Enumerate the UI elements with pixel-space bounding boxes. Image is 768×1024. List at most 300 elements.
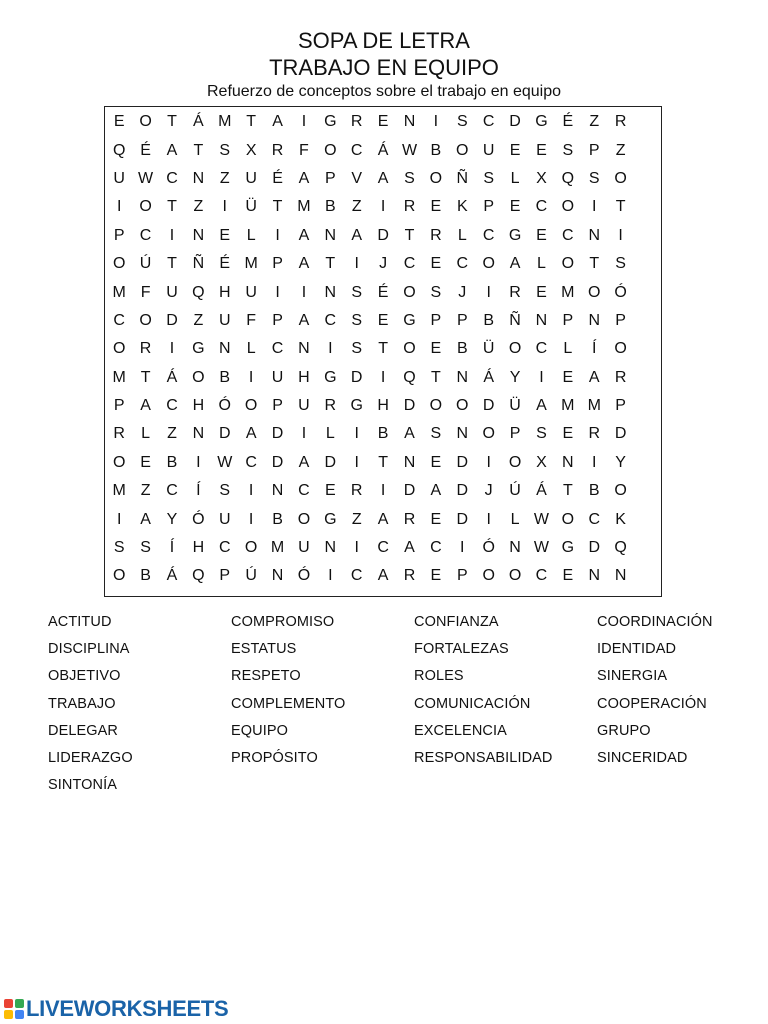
grid-letter-cell[interactable]: D bbox=[509, 113, 521, 131]
grid-letter-cell[interactable]: Á bbox=[483, 368, 494, 386]
grid-letter-cell[interactable]: M bbox=[270, 539, 285, 557]
grid-letter-cell[interactable]: N bbox=[298, 340, 310, 358]
grid-letter-cell[interactable]: I bbox=[275, 283, 280, 301]
grid-letter-cell[interactable]: A bbox=[588, 368, 600, 386]
grid-letter-cell[interactable]: U bbox=[166, 283, 178, 301]
grid-letter-cell[interactable]: Z bbox=[193, 311, 204, 329]
grid-letter-cell[interactable]: G bbox=[350, 397, 363, 415]
grid-letter-cell[interactable]: L bbox=[246, 226, 256, 244]
grid-letter-cell[interactable]: T bbox=[140, 368, 151, 386]
grid-letter-cell[interactable]: N bbox=[271, 482, 284, 500]
grid-letter-cell[interactable]: X bbox=[536, 169, 547, 187]
grid-letter-cell[interactable]: T bbox=[325, 255, 336, 273]
grid-letter-cell[interactable]: N bbox=[588, 226, 600, 244]
grid-letter-cell[interactable]: O bbox=[561, 255, 575, 273]
grid-letter-cell[interactable]: Í bbox=[196, 482, 201, 500]
grid-letter-cell[interactable]: E bbox=[430, 198, 442, 216]
grid-letter-cell[interactable]: C bbox=[535, 198, 548, 216]
grid-letter-cell[interactable]: E bbox=[509, 198, 521, 216]
grid-letter-cell[interactable]: Ü bbox=[482, 340, 495, 358]
grid-letter-cell[interactable]: N bbox=[588, 311, 600, 329]
grid-letter-cell[interactable]: A bbox=[377, 169, 389, 187]
grid-letter-cell[interactable]: Q bbox=[614, 539, 627, 557]
grid-letter-cell[interactable]: O bbox=[297, 510, 311, 528]
grid-letter-cell[interactable]: E bbox=[536, 226, 547, 244]
grid-letter-cell[interactable]: C bbox=[298, 482, 310, 500]
grid-letter-cell[interactable]: B bbox=[219, 368, 231, 386]
grid-letter-cell[interactable]: G bbox=[324, 368, 337, 386]
grid-letter-cell[interactable]: P bbox=[324, 169, 336, 187]
grid-letter-cell[interactable]: T bbox=[615, 198, 626, 216]
grid-letter-cell[interactable]: J bbox=[458, 283, 467, 301]
grid-letter-cell[interactable]: T bbox=[404, 226, 415, 244]
grid-letter-cell[interactable]: S bbox=[351, 340, 363, 358]
grid-letter-cell[interactable]: G bbox=[403, 311, 416, 329]
grid-letter-cell[interactable]: I bbox=[354, 539, 359, 557]
grid-letter-cell[interactable]: Á bbox=[166, 567, 178, 585]
grid-letter-cell[interactable]: C bbox=[218, 539, 231, 557]
grid-letter-cell[interactable]: K bbox=[456, 198, 468, 216]
grid-letter-cell[interactable]: F bbox=[246, 311, 257, 329]
grid-letter-cell[interactable]: D bbox=[456, 453, 469, 471]
grid-letter-cell[interactable]: N bbox=[403, 113, 416, 131]
grid-letter-cell[interactable]: D bbox=[377, 226, 389, 244]
grid-letter-cell[interactable]: D bbox=[350, 368, 363, 386]
grid-letter-cell[interactable]: O bbox=[403, 340, 416, 358]
grid-letter-cell[interactable]: B bbox=[272, 510, 283, 528]
grid-letter-cell[interactable]: D bbox=[218, 425, 231, 443]
grid-letter-cell[interactable]: I bbox=[248, 510, 254, 528]
grid-letter-cell[interactable]: C bbox=[139, 226, 152, 244]
grid-letter-cell[interactable]: I bbox=[486, 283, 491, 301]
grid-letter-cell[interactable]: P bbox=[456, 567, 468, 585]
grid-letter-cell[interactable]: E bbox=[536, 283, 547, 301]
grid-letter-cell[interactable]: P bbox=[456, 311, 468, 329]
grid-letter-cell[interactable]: O bbox=[429, 397, 443, 415]
grid-letter-cell[interactable]: D bbox=[271, 453, 284, 471]
grid-letter-cell[interactable]: O bbox=[429, 169, 443, 187]
grid-letter-cell[interactable]: E bbox=[430, 567, 442, 585]
grid-letter-cell[interactable]: O bbox=[112, 340, 126, 358]
grid-letter-cell[interactable]: C bbox=[588, 510, 600, 528]
grid-letter-cell[interactable]: Q bbox=[403, 368, 416, 386]
grid-letter-cell[interactable]: L bbox=[536, 255, 546, 273]
grid-letter-cell[interactable]: G bbox=[508, 226, 522, 244]
grid-letter-cell[interactable]: C bbox=[271, 340, 284, 358]
grid-letter-cell[interactable]: I bbox=[486, 453, 491, 471]
grid-letter-cell[interactable]: B bbox=[377, 425, 389, 443]
grid-letter-cell[interactable]: E bbox=[377, 113, 389, 131]
grid-letter-cell[interactable]: C bbox=[350, 141, 363, 159]
grid-letter-cell[interactable]: A bbox=[298, 226, 310, 244]
grid-letter-cell[interactable]: O bbox=[324, 141, 337, 159]
grid-letter-cell[interactable]: T bbox=[193, 141, 204, 159]
grid-letter-cell[interactable]: S bbox=[404, 169, 415, 187]
grid-letter-cell[interactable]: A bbox=[245, 425, 257, 443]
grid-letter-cell[interactable]: O bbox=[508, 340, 522, 358]
grid-letter-cell[interactable]: P bbox=[272, 311, 283, 329]
grid-letter-cell[interactable]: D bbox=[482, 397, 495, 415]
grid-letter-cell[interactable]: G bbox=[561, 539, 575, 557]
grid-letter-cell[interactable]: É bbox=[140, 141, 151, 159]
grid-letter-cell[interactable]: W bbox=[533, 510, 549, 528]
grid-letter-cell[interactable]: D bbox=[588, 539, 600, 557]
grid-letter-cell[interactable]: N bbox=[324, 226, 337, 244]
grid-letter-cell[interactable]: Ñ bbox=[509, 311, 521, 329]
grid-letter-cell[interactable]: E bbox=[536, 141, 547, 159]
grid-letter-cell[interactable]: R bbox=[350, 482, 363, 500]
grid-letter-cell[interactable]: A bbox=[377, 510, 389, 528]
grid-letter-cell[interactable]: M bbox=[561, 283, 575, 301]
grid-letter-cell[interactable]: P bbox=[430, 311, 442, 329]
grid-letter-cell[interactable]: O bbox=[482, 425, 495, 443]
grid-letter-cell[interactable]: I bbox=[380, 368, 386, 386]
grid-letter-cell[interactable]: B bbox=[430, 141, 442, 159]
grid-letter-cell[interactable]: A bbox=[404, 539, 415, 557]
grid-letter-cell[interactable]: E bbox=[430, 340, 442, 358]
grid-letter-cell[interactable]: I bbox=[433, 113, 439, 131]
grid-letter-cell[interactable]: C bbox=[324, 311, 337, 329]
grid-letter-cell[interactable]: S bbox=[456, 113, 468, 131]
grid-letter-cell[interactable]: R bbox=[324, 397, 337, 415]
grid-letter-cell[interactable]: I bbox=[380, 482, 386, 500]
grid-letter-cell[interactable]: Ó bbox=[614, 283, 627, 301]
grid-letter-cell[interactable]: Z bbox=[193, 198, 204, 216]
grid-letter-cell[interactable]: U bbox=[271, 368, 284, 386]
grid-letter-cell[interactable]: C bbox=[430, 539, 442, 557]
grid-letter-cell[interactable]: L bbox=[510, 510, 520, 528]
grid-letter-cell[interactable]: U bbox=[298, 397, 310, 415]
grid-letter-cell[interactable]: N bbox=[324, 539, 337, 557]
grid-letter-cell[interactable]: G bbox=[535, 113, 548, 131]
grid-letter-cell[interactable]: R bbox=[403, 567, 416, 585]
grid-letter-cell[interactable]: H bbox=[192, 539, 205, 557]
grid-letter-cell[interactable]: M bbox=[561, 397, 575, 415]
grid-letter-cell[interactable]: Ó bbox=[218, 397, 231, 415]
grid-letter-cell[interactable]: Ü bbox=[509, 397, 521, 415]
grid-letter-cell[interactable]: H bbox=[298, 368, 310, 386]
grid-letter-cell[interactable]: H bbox=[218, 283, 231, 301]
grid-letter-cell[interactable]: D bbox=[271, 425, 284, 443]
grid-letter-cell[interactable]: T bbox=[378, 453, 388, 471]
grid-letter-cell[interactable]: C bbox=[166, 169, 178, 187]
grid-letter-cell[interactable]: S bbox=[483, 169, 494, 187]
grid-letter-cell[interactable]: Ü bbox=[245, 198, 257, 216]
grid-letter-cell[interactable]: É bbox=[219, 255, 231, 273]
grid-letter-cell[interactable]: C bbox=[535, 567, 548, 585]
grid-letter-cell[interactable]: N bbox=[192, 169, 205, 187]
grid-letter-cell[interactable]: X bbox=[245, 141, 257, 159]
grid-letter-cell[interactable]: N bbox=[588, 567, 600, 585]
grid-letter-cell[interactable]: P bbox=[588, 141, 600, 159]
grid-letter-cell[interactable]: O bbox=[456, 141, 469, 159]
grid-letter-cell[interactable]: E bbox=[562, 567, 574, 585]
grid-letter-cell[interactable]: C bbox=[166, 397, 178, 415]
grid-letter-cell[interactable]: Z bbox=[219, 169, 230, 187]
grid-letter-cell[interactable]: O bbox=[508, 567, 522, 585]
grid-letter-cell[interactable]: R bbox=[403, 510, 416, 528]
grid-letter-cell[interactable]: T bbox=[167, 255, 177, 273]
grid-letter-cell[interactable]: D bbox=[403, 482, 416, 500]
grid-letter-cell[interactable]: Ú bbox=[509, 482, 521, 500]
grid-letter-cell[interactable]: L bbox=[510, 169, 520, 187]
grid-letter-cell[interactable]: O bbox=[614, 482, 627, 500]
grid-letter-cell[interactable]: E bbox=[113, 113, 125, 131]
grid-letter-cell[interactable]: F bbox=[140, 283, 151, 301]
grid-letter-cell[interactable]: T bbox=[378, 340, 388, 358]
grid-letter-cell[interactable]: A bbox=[351, 226, 363, 244]
grid-letter-cell[interactable]: O bbox=[112, 255, 126, 273]
grid-letter-cell[interactable]: É bbox=[272, 169, 283, 187]
grid-letter-cell[interactable]: P bbox=[272, 255, 283, 273]
grid-letter-cell[interactable]: C bbox=[562, 226, 574, 244]
grid-letter-cell[interactable]: B bbox=[483, 311, 494, 329]
grid-letter-cell[interactable]: Y bbox=[166, 510, 178, 528]
grid-letter-cell[interactable]: T bbox=[167, 113, 177, 131]
grid-letter-cell[interactable]: Á bbox=[166, 368, 178, 386]
grid-letter-cell[interactable]: O bbox=[561, 198, 575, 216]
grid-letter-cell[interactable]: R bbox=[614, 113, 627, 131]
grid-letter-cell[interactable]: P bbox=[113, 226, 125, 244]
grid-letter-cell[interactable]: Y bbox=[615, 453, 626, 471]
grid-letter-cell[interactable]: E bbox=[430, 255, 442, 273]
grid-letter-cell[interactable]: I bbox=[301, 113, 307, 131]
grid-letter-cell[interactable]: J bbox=[484, 482, 493, 500]
grid-letter-cell[interactable]: Q bbox=[561, 169, 575, 187]
grid-letter-cell[interactable]: Q bbox=[192, 283, 205, 301]
grid-letter-cell[interactable]: C bbox=[456, 255, 469, 273]
grid-letter-cell[interactable]: R bbox=[588, 425, 600, 443]
grid-letter-cell[interactable]: O bbox=[482, 567, 495, 585]
grid-letter-cell[interactable]: I bbox=[222, 198, 227, 216]
grid-letter-cell[interactable]: M bbox=[112, 368, 126, 386]
grid-letter-cell[interactable]: C bbox=[482, 226, 495, 244]
word-search-grid[interactable] bbox=[106, 108, 662, 591]
grid-letter-cell[interactable]: I bbox=[354, 453, 359, 471]
grid-letter-cell[interactable]: O bbox=[139, 198, 152, 216]
grid-letter-cell[interactable]: S bbox=[351, 311, 363, 329]
grid-letter-cell[interactable]: A bbox=[298, 311, 310, 329]
grid-letter-cell[interactable]: O bbox=[508, 453, 522, 471]
grid-letter-cell[interactable]: U bbox=[245, 169, 257, 187]
grid-letter-cell[interactable]: M bbox=[218, 113, 232, 131]
grid-letter-cell[interactable]: Y bbox=[509, 368, 521, 386]
grid-letter-cell[interactable]: Á bbox=[536, 482, 547, 500]
grid-letter-cell[interactable]: C bbox=[245, 453, 257, 471]
grid-letter-cell[interactable]: K bbox=[615, 510, 626, 528]
grid-letter-cell[interactable]: Ñ bbox=[456, 169, 469, 187]
grid-letter-cell[interactable]: N bbox=[614, 567, 627, 585]
grid-letter-cell[interactable]: S bbox=[615, 255, 626, 273]
grid-letter-cell[interactable]: T bbox=[430, 368, 441, 386]
grid-letter-cell[interactable]: N bbox=[456, 368, 469, 386]
grid-letter-cell[interactable]: A bbox=[140, 510, 151, 528]
grid-letter-cell[interactable]: P bbox=[272, 397, 283, 415]
grid-letter-cell[interactable]: O bbox=[244, 539, 258, 557]
grid-letter-cell[interactable]: L bbox=[325, 425, 335, 443]
grid-letter-cell[interactable]: I bbox=[486, 510, 491, 528]
grid-letter-cell[interactable]: A bbox=[140, 397, 151, 415]
grid-letter-cell[interactable]: O bbox=[482, 255, 495, 273]
grid-letter-cell[interactable]: O bbox=[403, 283, 416, 301]
grid-letter-cell[interactable]: M bbox=[112, 482, 126, 500]
grid-letter-cell[interactable]: E bbox=[324, 482, 336, 500]
grid-letter-cell[interactable]: L bbox=[246, 340, 256, 358]
grid-letter-cell[interactable]: O bbox=[456, 397, 469, 415]
grid-letter-cell[interactable]: P bbox=[113, 397, 125, 415]
grid-letter-cell[interactable]: N bbox=[324, 283, 337, 301]
grid-letter-cell[interactable]: I bbox=[328, 340, 333, 358]
grid-letter-cell[interactable]: B bbox=[140, 567, 151, 585]
grid-letter-cell[interactable]: U bbox=[482, 141, 495, 159]
grid-letter-cell[interactable]: L bbox=[563, 340, 573, 358]
grid-letter-cell[interactable]: Q bbox=[112, 141, 126, 159]
grid-letter-cell[interactable]: I bbox=[328, 567, 333, 585]
grid-letter-cell[interactable]: I bbox=[301, 283, 307, 301]
grid-letter-cell[interactable]: O bbox=[139, 113, 152, 131]
grid-letter-cell[interactable]: N bbox=[509, 539, 521, 557]
grid-letter-cell[interactable]: T bbox=[589, 255, 600, 273]
grid-letter-cell[interactable]: Í bbox=[592, 340, 597, 358]
grid-letter-cell[interactable]: R bbox=[350, 113, 363, 131]
grid-letter-cell[interactable]: I bbox=[460, 539, 465, 557]
grid-letter-cell[interactable]: Ú bbox=[245, 567, 257, 585]
grid-letter-cell[interactable]: R bbox=[430, 226, 442, 244]
grid-letter-cell[interactable]: N bbox=[403, 453, 416, 471]
grid-letter-cell[interactable]: N bbox=[271, 567, 284, 585]
grid-letter-cell[interactable]: I bbox=[301, 425, 307, 443]
grid-letter-cell[interactable]: U bbox=[113, 169, 125, 187]
grid-letter-cell[interactable]: T bbox=[246, 113, 257, 131]
grid-letter-cell[interactable]: S bbox=[140, 539, 151, 557]
grid-letter-cell[interactable]: N bbox=[192, 425, 205, 443]
grid-letter-cell[interactable]: W bbox=[217, 453, 233, 471]
grid-letter-cell[interactable]: N bbox=[456, 425, 469, 443]
grid-letter-cell[interactable]: D bbox=[456, 482, 469, 500]
grid-letter-cell[interactable]: U bbox=[245, 283, 257, 301]
grid-letter-cell[interactable]: U bbox=[218, 311, 231, 329]
grid-letter-cell[interactable]: A bbox=[536, 397, 547, 415]
grid-letter-cell[interactable]: R bbox=[139, 340, 152, 358]
grid-letter-cell[interactable]: G bbox=[324, 113, 337, 131]
grid-letter-cell[interactable]: V bbox=[351, 169, 363, 187]
grid-letter-cell[interactable]: E bbox=[562, 368, 574, 386]
grid-letter-cell[interactable]: A bbox=[298, 453, 310, 471]
grid-letter-cell[interactable]: É bbox=[377, 283, 389, 301]
grid-letter-cell[interactable]: M bbox=[244, 255, 258, 273]
grid-letter-cell[interactable]: Ó bbox=[482, 539, 495, 557]
grid-letter-cell[interactable]: A bbox=[377, 567, 389, 585]
grid-letter-cell[interactable]: G bbox=[324, 510, 337, 528]
grid-letter-cell[interactable]: B bbox=[456, 340, 468, 358]
grid-letter-cell[interactable]: C bbox=[535, 340, 548, 358]
grid-letter-cell[interactable]: N bbox=[562, 453, 574, 471]
grid-letter-cell[interactable]: Z bbox=[589, 113, 600, 131]
grid-letter-cell[interactable]: U bbox=[298, 539, 310, 557]
grid-letter-cell[interactable]: R bbox=[403, 198, 416, 216]
grid-letter-cell[interactable]: S bbox=[588, 169, 600, 187]
grid-letter-cell[interactable]: Í bbox=[169, 539, 175, 557]
grid-letter-cell[interactable]: S bbox=[113, 539, 125, 557]
grid-letter-cell[interactable]: D bbox=[456, 510, 469, 528]
grid-letter-cell[interactable]: T bbox=[167, 198, 177, 216]
grid-letter-cell[interactable]: E bbox=[140, 453, 151, 471]
grid-letter-cell[interactable]: E bbox=[430, 510, 442, 528]
grid-letter-cell[interactable]: O bbox=[244, 397, 258, 415]
grid-letter-cell[interactable]: N bbox=[192, 226, 205, 244]
grid-letter-cell[interactable]: A bbox=[404, 425, 415, 443]
grid-letter-cell[interactable]: R bbox=[509, 283, 521, 301]
grid-letter-cell[interactable]: W bbox=[138, 169, 154, 187]
grid-letter-cell[interactable]: D bbox=[403, 397, 416, 415]
grid-letter-cell[interactable]: L bbox=[141, 425, 151, 443]
grid-letter-cell[interactable]: B bbox=[166, 453, 178, 471]
grid-letter-cell[interactable]: I bbox=[169, 340, 175, 358]
grid-letter-cell[interactable]: E bbox=[430, 453, 442, 471]
grid-letter-cell[interactable]: Z bbox=[351, 198, 362, 216]
grid-letter-cell[interactable]: I bbox=[169, 226, 175, 244]
grid-letter-cell[interactable]: O bbox=[139, 311, 152, 329]
grid-letter-cell[interactable]: W bbox=[401, 141, 418, 159]
grid-letter-cell[interactable]: S bbox=[430, 283, 442, 301]
grid-letter-cell[interactable]: I bbox=[354, 425, 359, 443]
grid-letter-cell[interactable]: D bbox=[324, 453, 337, 471]
grid-letter-cell[interactable]: H bbox=[377, 397, 389, 415]
grid-letter-cell[interactable]: T bbox=[562, 482, 573, 500]
grid-letter-cell[interactable]: P bbox=[219, 567, 231, 585]
grid-letter-cell[interactable]: C bbox=[403, 255, 416, 273]
grid-letter-cell[interactable]: S bbox=[351, 283, 363, 301]
grid-letter-cell[interactable]: Ó bbox=[297, 567, 311, 585]
grid-letter-cell[interactable]: I bbox=[116, 198, 122, 216]
grid-letter-cell[interactable]: H bbox=[192, 397, 205, 415]
grid-letter-cell[interactable]: O bbox=[561, 510, 575, 528]
grid-letter-cell[interactable]: B bbox=[588, 482, 600, 500]
grid-letter-cell[interactable]: O bbox=[588, 283, 601, 301]
grid-letter-cell[interactable]: R bbox=[271, 141, 284, 159]
grid-letter-cell[interactable]: Z bbox=[140, 482, 151, 500]
grid-letter-cell[interactable]: E bbox=[562, 425, 574, 443]
grid-letter-cell[interactable]: I bbox=[539, 368, 544, 386]
grid-letter-cell[interactable]: A bbox=[298, 169, 310, 187]
grid-letter-cell[interactable]: X bbox=[536, 453, 547, 471]
grid-letter-cell[interactable]: Á bbox=[193, 113, 204, 131]
grid-letter-cell[interactable]: C bbox=[482, 113, 495, 131]
grid-letter-cell[interactable]: R bbox=[614, 368, 627, 386]
grid-letter-cell[interactable]: O bbox=[112, 567, 126, 585]
grid-letter-cell[interactable]: U bbox=[218, 510, 231, 528]
grid-letter-cell[interactable]: S bbox=[562, 141, 574, 159]
grid-letter-cell[interactable]: R bbox=[113, 425, 125, 443]
grid-letter-cell[interactable]: Ú bbox=[139, 255, 152, 273]
grid-letter-cell[interactable]: S bbox=[430, 425, 442, 443]
grid-letter-cell[interactable]: Z bbox=[167, 425, 177, 443]
grid-letter-cell[interactable]: S bbox=[219, 141, 231, 159]
grid-letter-cell[interactable]: D bbox=[166, 311, 178, 329]
grid-letter-cell[interactable]: D bbox=[614, 425, 627, 443]
grid-letter-cell[interactable]: P bbox=[615, 311, 626, 329]
grid-letter-cell[interactable]: C bbox=[350, 567, 363, 585]
grid-letter-cell[interactable]: A bbox=[298, 255, 310, 273]
grid-letter-cell[interactable]: B bbox=[324, 198, 336, 216]
grid-letter-cell[interactable]: E bbox=[377, 311, 389, 329]
grid-letter-cell[interactable]: É bbox=[562, 113, 574, 131]
grid-letter-cell[interactable]: I bbox=[248, 368, 254, 386]
grid-letter-cell[interactable]: M bbox=[587, 397, 601, 415]
grid-letter-cell[interactable]: C bbox=[166, 482, 178, 500]
grid-letter-cell[interactable]: A bbox=[166, 141, 178, 159]
grid-letter-cell[interactable]: O bbox=[614, 169, 627, 187]
